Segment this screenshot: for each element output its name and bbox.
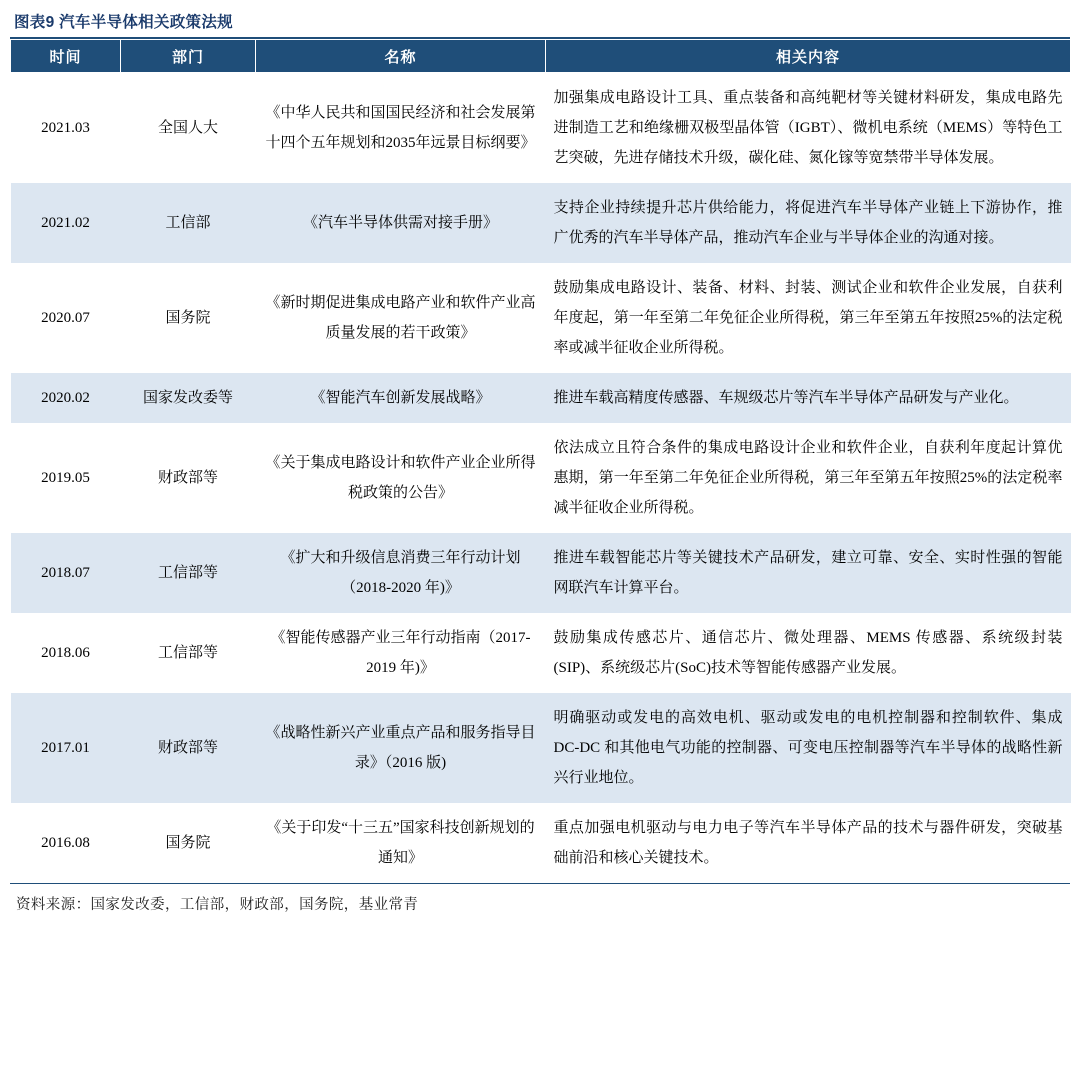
cell-name: 《汽车半导体供需对接手册》 [256,183,546,263]
table-row [11,533,1071,613]
cell-time: 2016.08 [11,803,121,883]
table-row [11,693,1071,803]
cell-time: 2020.02 [11,373,121,423]
cell-department: 国家发改委等 [121,373,256,423]
source-container [10,883,1070,920]
cell-time: 2019.05 [11,423,121,533]
cell-content: 支持企业持续提升芯片供给能力，将促进汽车半导体产业链上下游协作，推广优秀的汽车半导体产品，推动汽车企业与半导体企业的沟通对接。 [546,183,1071,263]
cell-name: 《关于印发“十三五”国家科技创新规划的通知》 [256,803,546,883]
cell-time: 2018.06 [11,613,121,693]
cell-content: 加强集成电路设计工具、重点装备和高纯靶材等关键材料研发，集成电路先进制造工艺和绝缘栅双极型晶体管（IGBT）、微机电系统（MEMS）等特色工艺突破，先进存储技术升级，碳化硅、氮化镓等宽禁带半导体发展。 [546,73,1071,184]
table-row [11,803,1071,883]
cell-content: 鼓励集成电路设计、装备、材料、封装、测试企业和软件企业发展，自获利年度起，第一年至第二年免征企业所得税，第三年至第五年按照25%的法定税率或减半征收企业所得税。 [546,263,1071,373]
cell-content: 鼓励集成传感芯片、通信芯片、微处理器、MEMS 传感器、系统级封装(SIP)、系统级芯片(SoC)技术等智能传感器产业发展。 [546,613,1071,693]
cell-name: 《战略性新兴产业重点产品和服务指导目录》（2016 版) [256,693,546,803]
cell-department: 财政部等 [121,423,256,533]
cell-time: 2020.07 [11,263,121,373]
cell-name: 《智能传感器产业三年行动指南（2017-2019 年)》 [256,613,546,693]
cell-time: 2021.02 [11,183,121,263]
cell-department: 财政部等 [121,693,256,803]
table-row [11,263,1071,373]
column-header-name: 名称 [256,40,546,73]
cell-content: 依法成立且符合条件的集成电路设计企业和软件企业，自获利年度起计算优惠期，第一年至第二年免征企业所得税，第三年至第五年按照25%的法定税率减半征收企业所得税。 [546,423,1071,533]
source-note: 资料来源：国家发改委，工信部，财政部，国务院，基业常青 [16,897,419,913]
table-body [11,73,1071,884]
cell-time: 2018.07 [11,533,121,613]
cell-time: 2017.01 [11,693,121,803]
policy-table [10,39,1071,883]
cell-content: 明确驱动或发电的高效电机、驱动或发电的电机控制器和控制软件、集成 DC-DC 和其他电气功能的控制器、可变电压控制器等汽车半导体的战略性新兴行业地位。 [546,693,1071,803]
table-row [11,183,1071,263]
cell-department: 国务院 [121,263,256,373]
column-header-time: 时间 [11,40,121,73]
cell-name: 《智能汽车创新发展战略》 [256,373,546,423]
table-header-row [11,40,1071,73]
table-header [11,40,1071,73]
cell-content: 重点加强电机驱动与电力电子等汽车半导体产品的技术与器件研发，突破基础前沿和核心关键技术。 [546,803,1071,883]
cell-content: 推进车载高精度传感器、车规级芯片等汽车半导体产品研发与产业化。 [546,373,1071,423]
cell-name: 《扩大和升级信息消费三年行动计划（2018-2020 年)》 [256,533,546,613]
cell-time: 2021.03 [11,73,121,184]
cell-department: 全国人大 [121,73,256,184]
column-header-content: 相关内容 [546,40,1071,73]
column-header-department: 部门 [121,40,256,73]
cell-name: 《关于集成电路设计和软件产业企业所得税政策的公告》 [256,423,546,533]
cell-name: 《中华人民共和国国民经济和社会发展第十四个五年规划和2035年远景目标纲要》 [256,73,546,184]
table-row [11,373,1071,423]
page-title: 图表9 汽车半导体相关政策法规 [10,8,1070,39]
cell-content: 推进车载智能芯片等关键技术产品研发，建立可靠、安全、实时性强的智能网联汽车计算平台。 [546,533,1071,613]
table-row [11,73,1071,184]
cell-department: 工信部 [121,183,256,263]
cell-name: 《新时期促进集成电路产业和软件产业高质量发展的若干政策》 [256,263,546,373]
table-row [11,423,1071,533]
table-row [11,613,1071,693]
cell-department: 国务院 [121,803,256,883]
cell-department: 工信部等 [121,613,256,693]
cell-department: 工信部等 [121,533,256,613]
